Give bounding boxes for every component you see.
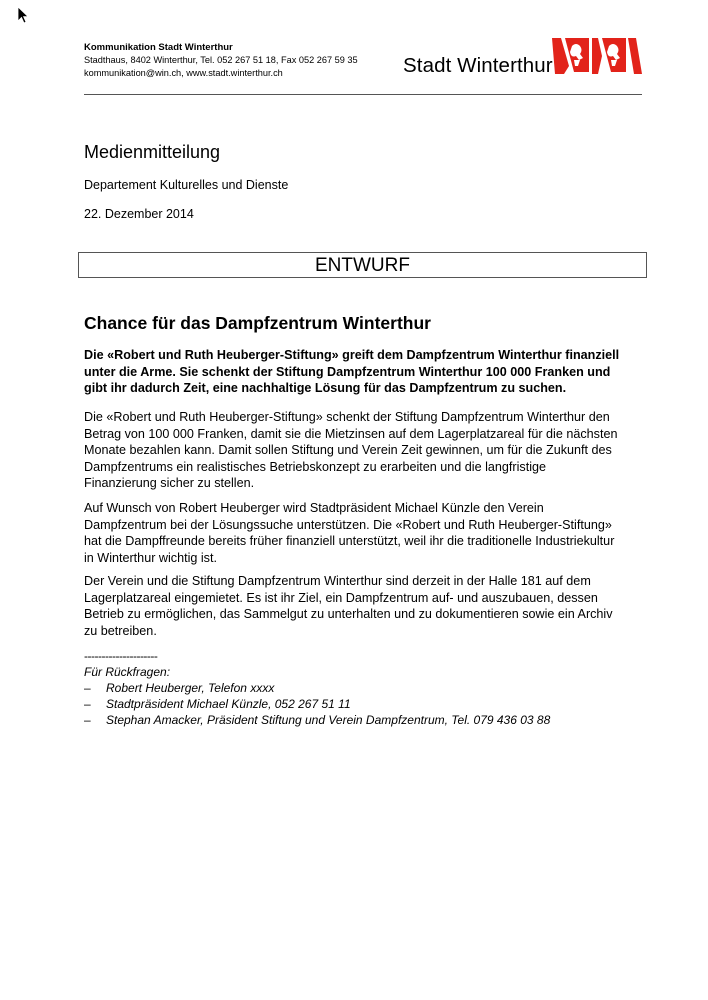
bullet-dash: – [84,713,91,727]
lead-line: Die «Robert und Ruth Heuberger-Stiftung» greift dem Dampfzentrum Winterthur finanziell [84,348,620,362]
body-paragraph-2 [84,500,652,566]
body-line: Dampfzentrum bei der Lösungssuche unterstützen. Die «Robert und Ruth Heuberger-Stiftung» [84,517,612,532]
body-line: Monate bezahlen kann. Damit sollen Stiftung und Verein Zeit gewinnen, um für die Zukunft des [84,443,612,458]
body-paragraph-3 [84,573,652,639]
contact-item [84,696,550,712]
body-line: zu betreiben. [84,623,157,638]
contact-item [84,680,550,696]
contacts-section [84,648,550,728]
headline: Chance für das Dampfzentrum Winterthur [84,313,431,333]
header-divider [84,94,642,95]
bullet-dash: – [84,697,91,711]
body-line: Lagerplatzareal eingemietet. Es ist ihr Ziel, ein Dampfzentrum auf- und auszubauen, dessen [84,590,598,605]
body-line: Betrag von 100 000 Franken, damit sie die Mietzinsen auf dem Lagerplatzareal für die nächsten [84,426,618,441]
contact-text: Robert Heuberger, Telefon xxxx [106,681,275,695]
body-line: Auf Wunsch von Robert Heuberger wird Stadtpräsident Michael Künzle den Verein [84,501,544,515]
body-line: Der Verein und die Stiftung Dampfzentrum Winterthur sind derzeit in der Halle 181 auf dem [84,574,591,588]
contacts-separator: --------------------- [84,649,158,663]
body-line: Dampfzentrums ein realistisches Betriebskonzept zu erarbeiten und die langfristige [84,459,547,474]
winterthur-crest-icon [552,36,642,76]
body-line: Betrieb zu ermöglichen, das Sammelgut zu unterhalten und zu dokumentieren sowie ein Archiv [84,607,613,622]
lead-paragraph [84,347,652,397]
department-line: Departement Kulturelles und Dienste [84,178,289,192]
contact-text: Stadtpräsident Michael Künzle, 052 267 51 11 [106,697,351,711]
sender-address: Stadthaus, 8402 Winterthur, Tel. 052 267 51 18, Fax 052 267 59 35 [84,55,358,65]
sender-org-name: Kommunikation Stadt Winterthur [84,42,233,53]
brand-name: Stadt Winterthur [403,54,553,77]
lead-line: unter die Arme. Sie schenkt der Stiftung Dampfzentrum Winterthur 100 000 Franken und [84,364,611,379]
sender-contact-block [84,42,404,80]
contact-text: Stephan Amacker, Präsident Stiftung und Verein Dampfzentrum, Tel. 079 436 03 88 [106,713,551,727]
bullet-dash: – [84,681,91,695]
contacts-title: Für Rückfragen: [84,665,171,679]
body-line: hat die Dampffreunde bereits früher finanziell unterstützt, weil ihr die traditionelle Industriekultur [84,534,615,549]
contact-item [84,712,550,728]
sender-email-web: kommunikation@win.ch, www.stadt.winterthur.ch [84,68,283,78]
draft-banner: ENTWURF [78,252,647,278]
body-line: Finanzierung sicher zu stellen. [84,476,255,491]
mouse-cursor-icon [17,6,29,24]
document-date: 22. Dezember 2014 [84,207,194,221]
body-line: Die «Robert und Ruth Heuberger-Stiftung» schenkt der Stiftung Dampfzentrum Winterthur den [84,410,610,424]
document-type: Medienmitteilung [84,142,221,162]
body-line: in Winterthur wichtig ist. [84,550,217,565]
body-paragraph-1 [84,409,652,492]
lead-line: gibt ihr dadurch Zeit, eine nachhaltige Lösung für das Dampfzentrum zu suchen. [84,381,567,396]
